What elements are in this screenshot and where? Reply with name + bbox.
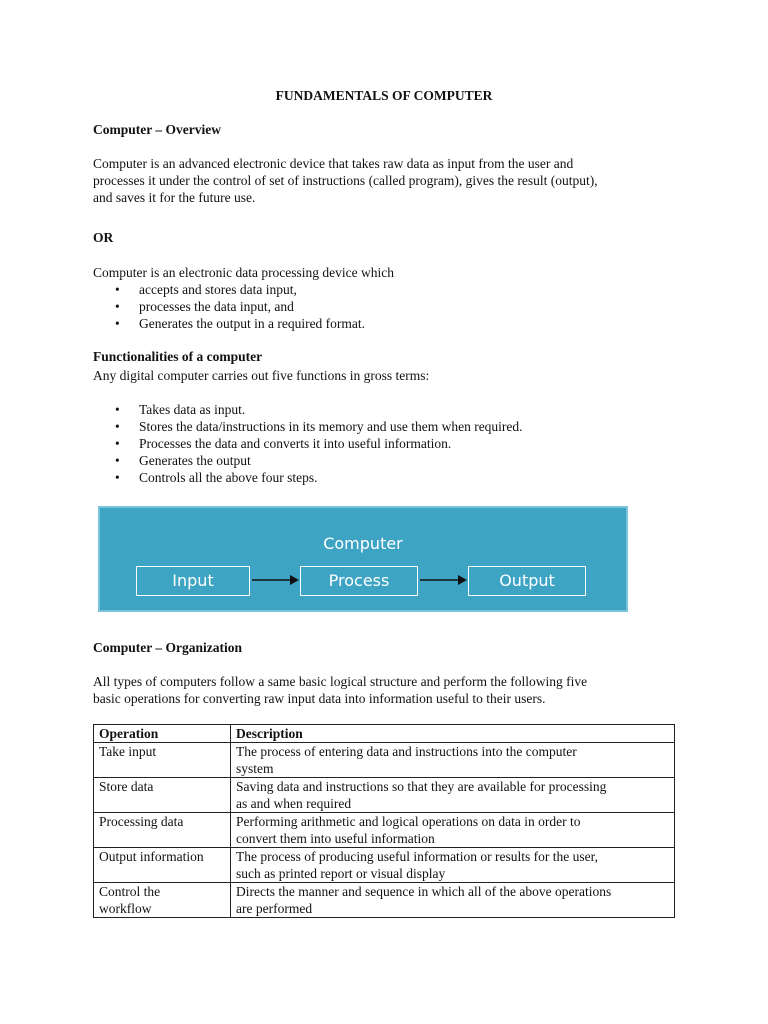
overview-paragraph xyxy=(93,155,683,206)
diagram-input-box: Input xyxy=(136,566,250,596)
functionalities-section xyxy=(93,367,683,486)
overview-line: Computer is an advanced electronic device that takes raw data as input from the user and xyxy=(93,156,574,171)
computer-diagram xyxy=(98,506,628,612)
table-cell-operation: Control the workflow xyxy=(94,883,231,918)
diagram-output-box: Output xyxy=(468,566,586,596)
table-header-cell: Operation xyxy=(94,725,231,743)
or-label: OR xyxy=(93,230,114,245)
overview-line: processes it under the control of set of instructions (called program), gives the result (output), xyxy=(93,173,598,188)
functionalities-list xyxy=(93,401,683,486)
overview-heading: Computer – Overview xyxy=(93,122,221,137)
table-row xyxy=(94,778,675,813)
organization-paragraph xyxy=(93,673,683,707)
diagram-process-box: Process xyxy=(300,566,418,596)
list-item: • processes the data input, and xyxy=(115,299,294,314)
table-row xyxy=(94,883,675,918)
list-item: • accepts and stores data input, xyxy=(115,282,297,297)
list-item: • Generates the output in a required format. xyxy=(115,316,366,331)
arrow-right-icon xyxy=(418,573,468,587)
list-item: • Stores the data/instructions in its memory and use them when required. xyxy=(115,419,523,434)
table-row xyxy=(94,813,675,848)
definition-list xyxy=(93,281,683,332)
table-cell-description: The process of entering data and instructions into the computer system xyxy=(231,743,675,778)
table-header-row xyxy=(94,725,675,743)
organization-line: basic operations for converting raw input data into information useful to their users. xyxy=(93,691,546,706)
diagram-title: Computer xyxy=(323,534,403,553)
table-row xyxy=(94,743,675,778)
table-cell-description: Saving data and instructions so that they are available for processing as and when required xyxy=(231,778,675,813)
table-row xyxy=(94,848,675,883)
overview-line: and saves it for the future use. xyxy=(93,190,256,205)
table-cell-operation: Output information xyxy=(94,848,231,883)
document-title: FUNDAMENTALS OF COMPUTER xyxy=(275,88,493,103)
list-item: • Takes data as input. xyxy=(115,402,246,417)
organization-line: All types of computers follow a same basic logical structure and perform the following five xyxy=(93,674,588,689)
table-cell-operation: Store data xyxy=(94,778,231,813)
table-cell-operation: Take input xyxy=(94,743,231,778)
table-cell-description: Performing arithmetic and logical operations on data in order to convert them into useful information xyxy=(231,813,675,848)
list-item: • Processes the data and converts it into useful information. xyxy=(115,436,452,451)
organization-heading: Computer – Organization xyxy=(93,640,242,655)
table-cell-description: Directs the manner and sequence in which all of the above operations are performed xyxy=(231,883,675,918)
operations-table xyxy=(93,724,675,918)
functionalities-intro: Any digital computer carries out five functions in gross terms: xyxy=(93,368,430,383)
table-header-cell: Description xyxy=(231,725,675,743)
definition-section xyxy=(93,264,683,332)
arrow-right-icon xyxy=(250,573,300,587)
table-cell-operation: Processing data xyxy=(94,813,231,848)
definition-intro: Computer is an electronic data processing device which xyxy=(93,265,395,280)
table-cell-description: The process of producing useful information or results for the user, such as printed report or visual display xyxy=(231,848,675,883)
functionalities-heading: Functionalities of a computer xyxy=(93,349,263,364)
list-item: • Controls all the above four steps. xyxy=(115,470,318,485)
list-item: • Generates the output xyxy=(115,453,251,468)
